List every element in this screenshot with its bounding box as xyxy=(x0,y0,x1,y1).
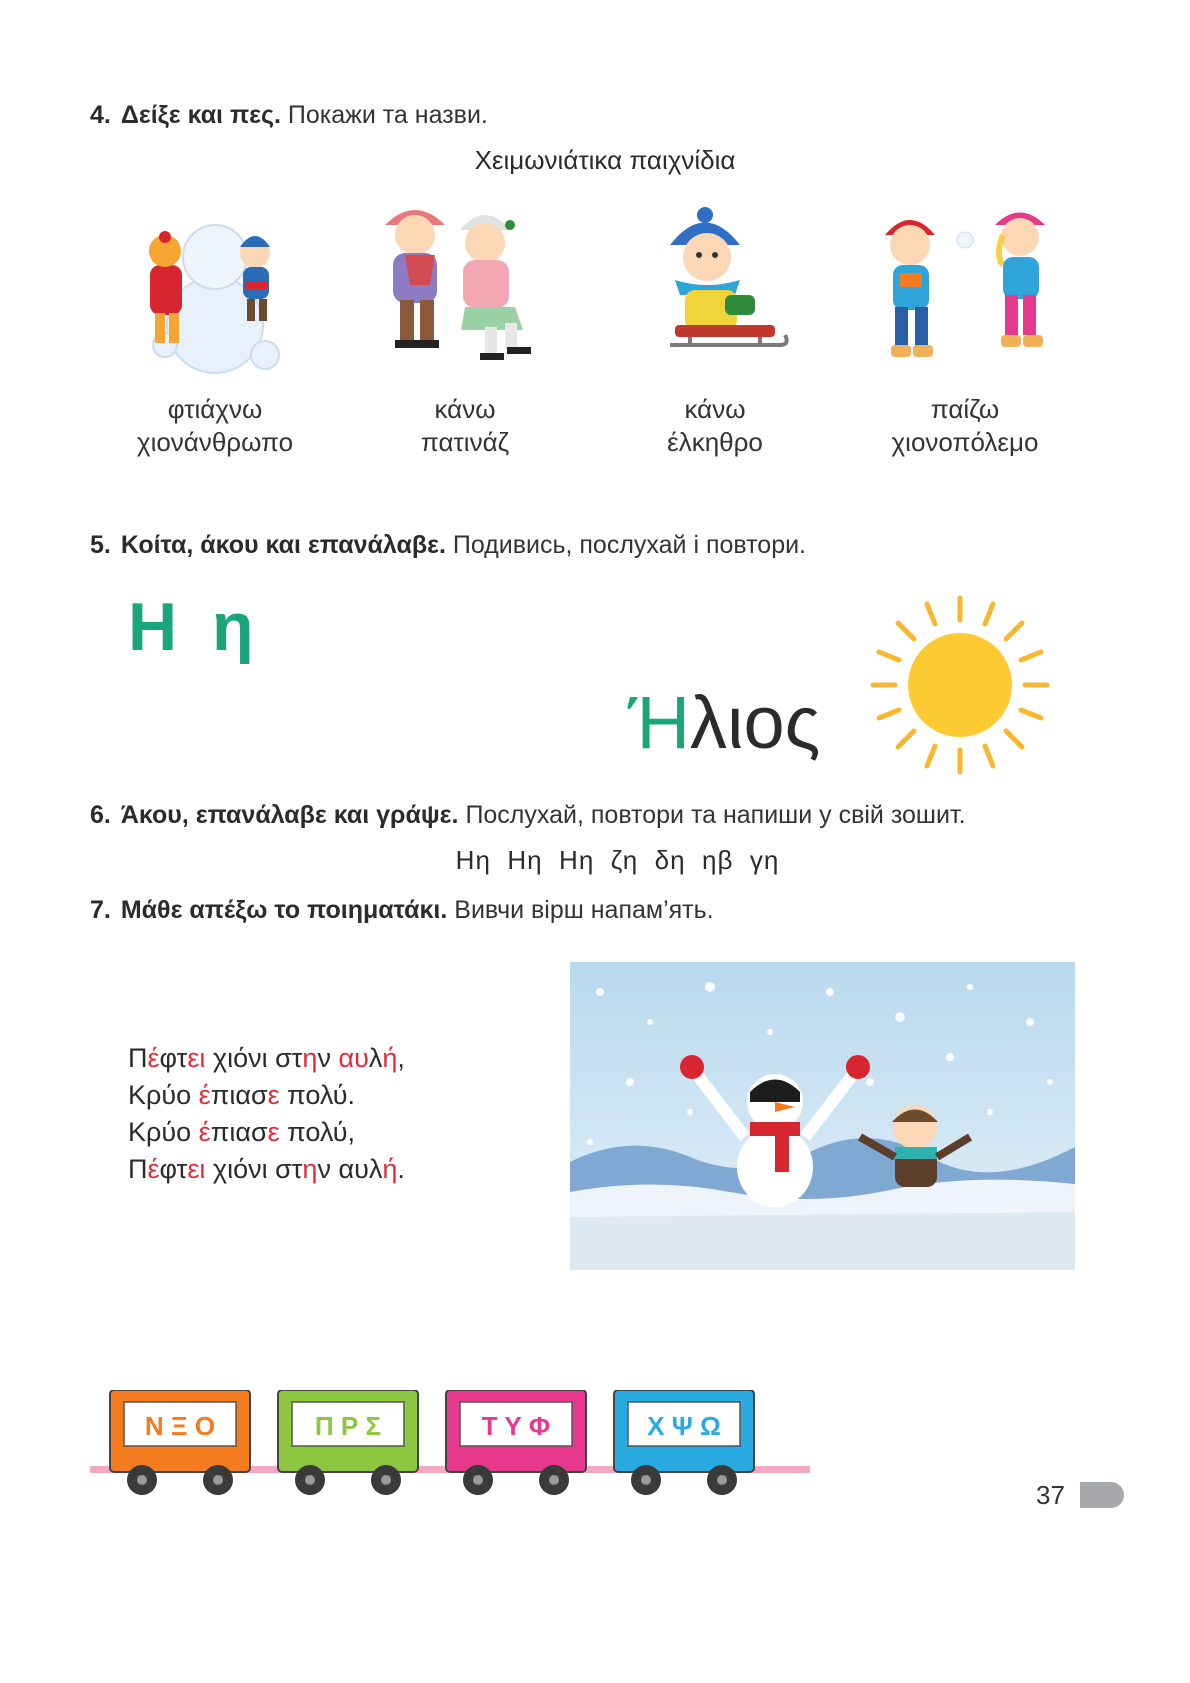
poem-text: , xyxy=(397,1043,405,1073)
poem-text: λ xyxy=(368,1043,383,1073)
train-wagon xyxy=(110,1390,250,1495)
caption-line: χιονάνθρωπο xyxy=(136,427,294,457)
instruction-ukrainian: Вивчи вірш напам’ять. xyxy=(454,896,714,924)
exercise-6-heading xyxy=(90,800,966,830)
poem-text: φτ xyxy=(159,1043,188,1073)
poem-text: πιασ xyxy=(210,1117,268,1147)
game-caption xyxy=(840,393,1090,459)
caption-line: πατινάζ xyxy=(420,427,510,457)
instruction-greek: Μάθε απέξω το ποιηματάκι. xyxy=(120,896,448,924)
instruction-greek: Δείξε και πες. xyxy=(120,101,281,129)
poem-text: Π xyxy=(128,1043,148,1073)
wheel-hub xyxy=(641,1475,651,1485)
instruction-ukrainian: Послухай, повтори та напиши у свій зошит. xyxy=(465,801,966,829)
exercise-number: 4. xyxy=(90,101,111,129)
exercise-4-heading xyxy=(90,100,488,130)
poem-line xyxy=(128,1114,405,1151)
instruction-greek: Κοίτα, άκου και επανάλαβε. xyxy=(120,531,446,559)
game-card xyxy=(590,195,840,485)
game-caption xyxy=(340,393,590,459)
sled-icon xyxy=(615,195,815,375)
train-wagon xyxy=(278,1390,418,1495)
poem-highlight: αυ xyxy=(338,1043,369,1073)
instruction-greek: Άκου, επανάλαβε και γράψε. xyxy=(120,801,459,829)
wheel-hub xyxy=(717,1475,727,1485)
game-card xyxy=(340,195,590,485)
poem-highlight: ή xyxy=(382,1154,398,1184)
wheel-hub xyxy=(213,1475,223,1485)
poem-text: Π xyxy=(128,1154,148,1184)
sun-icon xyxy=(865,590,1055,780)
wheel-hub xyxy=(137,1475,147,1485)
highlighted-letter: Ή xyxy=(628,681,691,764)
wagon-label: Π Ρ Σ xyxy=(314,1411,382,1441)
poem xyxy=(128,1040,405,1188)
poem-line xyxy=(128,1151,405,1188)
letter-pairs: Ηη Ηη Ηη ζη δη ηβ γη xyxy=(455,845,780,875)
caption-line: κάνω xyxy=(434,394,496,424)
wagon-label: Ν Ξ Ο xyxy=(144,1411,216,1441)
alphabet-train xyxy=(90,1390,820,1505)
exercise-7-heading xyxy=(90,895,714,925)
winter-games-row xyxy=(90,195,1100,485)
poem-highlight: έ xyxy=(147,1043,160,1073)
poem-highlight: έ xyxy=(198,1080,211,1110)
train-wagon xyxy=(446,1390,586,1495)
game-caption xyxy=(90,393,340,459)
poem-highlight: η xyxy=(302,1043,318,1073)
caption-line: φτιάχνω xyxy=(167,394,263,424)
poem-text: πολύ. xyxy=(279,1080,356,1110)
poem-text: χιόνι στ xyxy=(205,1154,303,1184)
poem-text: χιόνι στ xyxy=(205,1043,303,1073)
wheel-hub xyxy=(549,1475,559,1485)
exercise-number: 5. xyxy=(90,531,111,559)
exercise-number: 6. xyxy=(90,801,111,829)
poem-text: φτ xyxy=(159,1154,188,1184)
wagon-label: Τ Υ Φ xyxy=(481,1411,551,1441)
poem-text: πολύ, xyxy=(279,1117,356,1147)
game-card xyxy=(840,195,1090,485)
word-rest: λιος xyxy=(690,681,821,764)
poem-text: ν xyxy=(317,1043,339,1073)
wheel-hub xyxy=(305,1475,315,1485)
caption-line: παίζω xyxy=(930,394,1000,424)
caption-line: έλκηθρο xyxy=(667,427,763,457)
page-number: 37 xyxy=(1036,1480,1065,1510)
instruction-ukrainian: Подивись, послухай і повтори. xyxy=(452,531,807,559)
word-ilios xyxy=(628,680,820,765)
poem-highlight: ει xyxy=(187,1043,206,1073)
poem-text: Κρύο xyxy=(128,1080,199,1110)
poem-line xyxy=(128,1077,405,1114)
wheel-hub xyxy=(381,1475,391,1485)
game-caption xyxy=(590,393,840,459)
poem-text: . xyxy=(397,1154,405,1184)
poem-text: Κρύο xyxy=(128,1117,199,1147)
caption-line: κάνω xyxy=(684,394,746,424)
snowball-fight-icon xyxy=(865,195,1065,375)
poem-highlight: ή xyxy=(382,1043,398,1073)
snowy-scene-icon xyxy=(570,962,1075,1270)
winter-games-title: Χειμωνιάτικα παιχνίδια xyxy=(474,145,736,175)
instruction-ukrainian: Покажи та назви. xyxy=(287,101,488,129)
poem-highlight: ει xyxy=(187,1154,206,1184)
ice-skating-icon xyxy=(365,195,565,375)
poem-highlight: η xyxy=(302,1154,318,1184)
exercise-number: 7. xyxy=(90,896,111,924)
wagon-label: Χ Ψ Ω xyxy=(647,1411,721,1441)
poem-highlight: έ xyxy=(147,1154,160,1184)
train-wagon xyxy=(614,1390,754,1495)
poem-text: ν αυλ xyxy=(317,1154,383,1184)
wheel-hub xyxy=(473,1475,483,1485)
poem-highlight: ε xyxy=(267,1080,280,1110)
letter-eta: Η η xyxy=(128,589,262,665)
poem-highlight: έ xyxy=(198,1117,211,1147)
poem-line xyxy=(128,1040,405,1077)
page-tab xyxy=(1080,1482,1124,1508)
game-card xyxy=(90,195,340,485)
poem-highlight: ε xyxy=(267,1117,280,1147)
snowman-building-icon xyxy=(115,195,315,375)
exercise-5-heading xyxy=(90,530,806,560)
caption-line: χιονοπόλεμο xyxy=(891,427,1039,457)
poem-text: πιασ xyxy=(210,1080,268,1110)
